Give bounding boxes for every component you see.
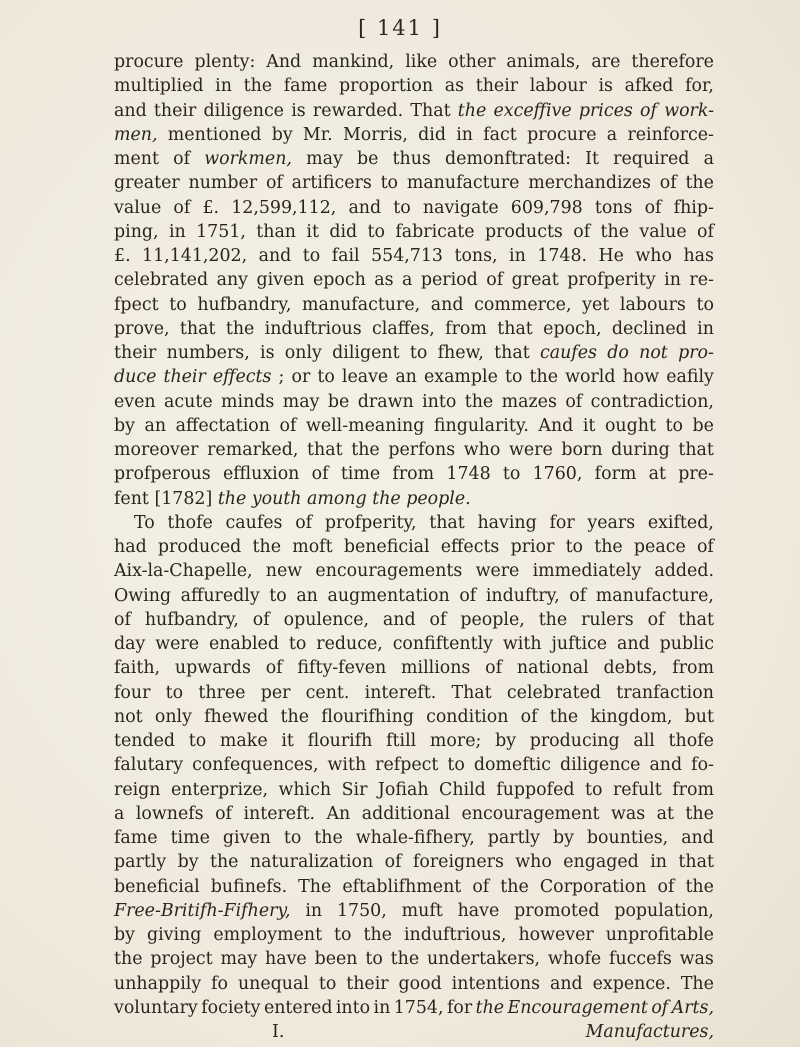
text-line: partly by the naturalization of foreigners who engaged in that bbox=[114, 852, 714, 873]
text-line: fent [1782] the youth among the people. bbox=[114, 488, 471, 509]
text-line: a lownefs of intereft. An additional encouragement was at the bbox=[114, 803, 714, 824]
text-line: £. 11,141,202, and to fail 554,713 tons, in 1748. He who has bbox=[114, 246, 714, 266]
text-line: even acute minds may be drawn into the mazes of contradiction, bbox=[114, 391, 714, 412]
text-line: fpect to hufbandry, manufacture, and commerce, yet labours to bbox=[114, 294, 714, 315]
signature-mark: I. bbox=[272, 1022, 285, 1042]
text-line: men, mentioned by Mr. Morris, did in fact procure a reinforce- bbox=[114, 124, 714, 145]
text-line: Free-Britifh-Fifhery, in 1750, muft have promoted population, bbox=[114, 900, 714, 921]
text-line: by an affectation of well-meaning fingularity. And it ought to be bbox=[114, 415, 714, 436]
text-line: not only fhewed the flourifhing condition of the kingdom, but bbox=[114, 706, 714, 727]
text-line: fame time given to the whale-fifhery, partly by bounties, and bbox=[114, 828, 714, 848]
text-line: had produced the moft beneficial effects prior to the peace of bbox=[114, 537, 714, 557]
text-line: ping, in 1751, than it did to fabricate products of the value of bbox=[114, 221, 714, 242]
text-line: Owing affuredly to an augmentation of induftry, of manufacture, bbox=[114, 585, 714, 606]
text-line: the project may have been to the undertakers, whofe fuccefs was bbox=[114, 949, 714, 970]
text-line: by giving employment to the induftrious, however unprofitable bbox=[114, 925, 714, 945]
text-line: To thofe caufes of profperity, that having for years exifted, bbox=[134, 512, 714, 533]
text-line: greater number of artificers to manufacture merchandizes of the bbox=[114, 173, 714, 194]
text-line: four to three per cent. intereft. That celebrated tranfaction bbox=[114, 682, 714, 703]
text-line: beneficial bufinefs. The eftablifhment of the Corporation of the bbox=[114, 876, 714, 897]
catchword: Manufactures, bbox=[585, 1022, 714, 1042]
text-line: and their diligence is rewarded. That the exceffive prices of work- bbox=[114, 100, 714, 121]
text-line: procure plenty: And mankind, like other animals, are therefore bbox=[114, 52, 714, 72]
text-line: value of £. 12,599,112, and to navigate 609,798 tons of fhip- bbox=[114, 197, 714, 218]
body-text bbox=[114, 50, 714, 1044]
text-line: their numbers, is only diligent to fhew, that caufes do not pro- bbox=[114, 343, 714, 363]
text-line: falutary confequences, with refpect to domeftic diligence and fo- bbox=[114, 755, 714, 776]
text-line: duce their effects ; or to leave an example to the world how eafily bbox=[114, 367, 714, 388]
text-line: Aix-la-Chapelle, new encouragements were immediately added. bbox=[114, 561, 714, 582]
text-line: reign enterprize, which Sir Jofiah Child fuppofed to refult from bbox=[114, 779, 714, 800]
text-line: unhappily fo unequal to their good intentions and expence. The bbox=[114, 973, 714, 994]
text-line: faith, upwards of fifty-feven millions of national debts, from bbox=[114, 658, 714, 679]
text-line: multiplied in the fame proportion as their labour is afked for, bbox=[114, 76, 714, 97]
text-line: of hufbandry, of opulence, and of people, the rulers of that bbox=[114, 609, 714, 630]
text-line: moreover remarked, that the perfons who were born during that bbox=[114, 440, 714, 460]
text-line: tended to make it flourifh ftill more; by producing all thofe bbox=[114, 731, 714, 751]
text-line: ment of workmen, may be thus demonftrated: It required a bbox=[114, 149, 714, 169]
text-line: day were enabled to reduce, confiftently with juftice and public bbox=[114, 634, 714, 654]
text-line: prove, that the induftrious claffes, from that epoch, declined in bbox=[114, 318, 714, 339]
text-line: celebrated any given epoch as a period of great profperity in re- bbox=[114, 270, 714, 291]
text-line: voluntary fociety entered into in 1754, for the Encouragement of Arts, bbox=[114, 997, 714, 1018]
page-number: [ 141 ] bbox=[358, 16, 442, 40]
text-line: profperous effluxion of time from 1748 to 1760, form at pre- bbox=[114, 464, 714, 485]
page-footer bbox=[114, 1020, 714, 1044]
